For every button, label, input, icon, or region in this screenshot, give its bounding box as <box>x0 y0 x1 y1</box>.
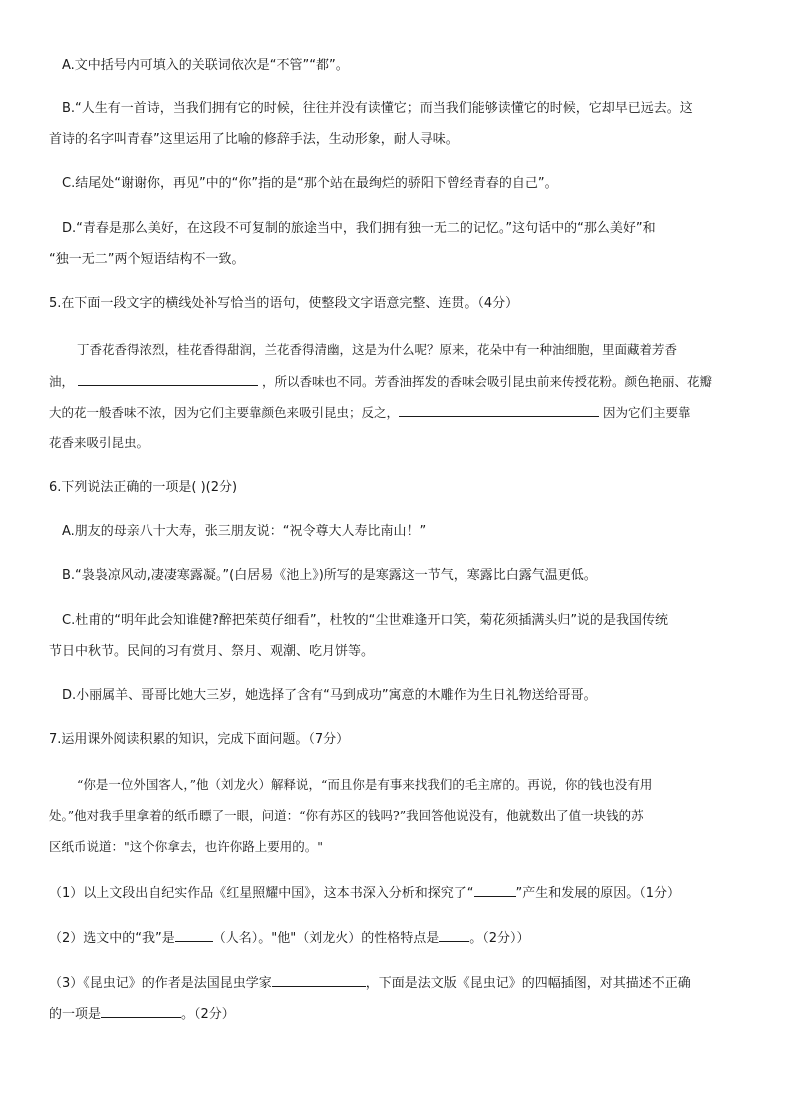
q7-sub3-start: （3）《昆虫记》的作者是法国昆虫学家 <box>49 976 272 991</box>
q4-option-c: C.结尾处“谢谢你，再见”中的“你”指的是“那个站在最绚烂的骄阳下曾经青春的自己”。 <box>62 176 558 191</box>
q6-option-d: D.小丽属羊、哥哥比她大三岁，她选择了含有“马到成功”寓意的木雕作为生日礼物送给哥哥。 <box>62 688 597 703</box>
q7-sub3-line2-end: 。（2分） <box>181 1007 235 1022</box>
q7-sub2 <box>49 928 530 948</box>
q5-passage-line3-start: 大的花一般香味不浓，因为它们主要靠颜色来吸引昆虫；反之， <box>49 405 400 420</box>
q5-blank-1[interactable] <box>78 372 258 386</box>
q7-sub3-end: ，下面是法文版《昆虫记》的四幅插图，对其描述不正确 <box>365 976 691 991</box>
q7-passage-line2: 处。”他对我手里拿着的纸币瞟了一眼，问道：“你有苏区的钱吗?”我回答他说没有，他就数出了值一块钱的苏 <box>49 808 644 823</box>
q7-sub1-end: ”产生和发展的原因。（1分） <box>515 886 681 901</box>
q5-passage-line4: 花香来吸引昆虫。 <box>49 435 150 450</box>
q5-passage-line3-end: 因为它们主要靠 <box>603 405 691 420</box>
q7-sub3-blank-author[interactable] <box>272 973 366 987</box>
q5-passage-line2-end: ，所以香味也不同。芳香油挥发的香味会吸引昆虫前来传授花粉。颜色艳丽、花瓣 <box>262 374 713 389</box>
q5-stem: 5.在下面一段文字的横线处补写恰当的语句，使整段文字语意完整、连贯。（4分） <box>49 296 519 311</box>
q7-sub3-blank-answer[interactable] <box>101 1004 181 1018</box>
q4-option-d-line2: “独一无二”两个短语结构不一致。 <box>49 252 245 267</box>
q7-sub3-line2 <box>49 1004 235 1024</box>
q4-option-b-line2: 首诗的名字叫青春”这里运用了比喻的修辞手法，生动形象，耐人寻味。 <box>49 132 459 147</box>
q4-option-b-line1: B.“人生有一首诗，当我们拥有它的时候，往往并没有读懂它；而当我们能够读懂它的时候，它却早已远去。这 <box>62 101 693 116</box>
q7-passage-line3: 区纸币说道："这个你拿去，也许你路上要用的。" <box>49 839 323 854</box>
q7-sub2-middle: （人名）。"他"（刘龙火）的性格特点是 <box>212 931 440 946</box>
q4-option-d-line1: D.“青春是那么美好，在这段不可复制的旅途当中，我们拥有独一无二的记忆。”这句话中的“那么美好”和 <box>62 221 656 236</box>
q5-blank-2[interactable] <box>399 403 599 417</box>
q6-option-b: B.“袅袅凉风动,凄凄寒露凝。”(白居易《池上》)所写的是寒露这一节气，寒露比白露气温更低。 <box>62 568 597 583</box>
q6-option-c-line1: C.杜甫的“明年此会知谁健?醉把茱萸仔细看”，杜牧的“尘世难逢开口笑，菊花须插满头归”说的是我国传统 <box>62 613 669 628</box>
q4-option-a: A.文中括号内可填入的关联词依次是“不管”“都”。 <box>62 58 349 73</box>
q5-passage-line2 <box>49 372 712 391</box>
q5-passage-line1: 丁香花香得浓烈，桂花香得甜润，兰花香得清幽，这是为什么呢？原来，花朵中有一种油细胞，里面藏着芳香 <box>77 342 678 357</box>
q7-sub3 <box>49 973 691 993</box>
q7-sub2-end: 。（2分）） <box>469 931 530 946</box>
q7-passage-line1: “你是一位外国客人，”他（刘龙火）解释说，“而且你是有事来找我们的毛主席的。再说，你的钱也没有用 <box>77 777 653 792</box>
q7-sub1-blank[interactable] <box>474 883 516 897</box>
q6-option-c-line2: 节日中秋节。民间的习有赏月、祭月、观潮、吃月饼等。 <box>49 644 375 659</box>
q7-sub1-start: （1）以上文段出自纪实作品《红星照耀中国》，这本书深入分析和探究了“ <box>49 886 474 901</box>
q5-passage-line3 <box>49 403 691 422</box>
q7-sub3-line2-start: 的一项是 <box>49 1007 102 1022</box>
q5-passage-line2-start: 油， <box>49 374 75 389</box>
q7-sub2-blank-name[interactable] <box>175 928 213 942</box>
q7-sub2-start: （2）选文中的“我”是 <box>49 931 175 946</box>
q6-stem: 6.下列说法正确的一项是( )(2分) <box>49 480 238 495</box>
q7-sub2-blank-trait[interactable] <box>439 928 469 942</box>
q7-stem: 7.运用课外阅读积累的知识，完成下面问题。（7分） <box>49 732 350 747</box>
q6-option-a: A.朋友的母亲八十大寿，张三朋友说：“祝令尊大人寿比南山！” <box>62 524 427 539</box>
q7-sub1 <box>49 883 680 903</box>
